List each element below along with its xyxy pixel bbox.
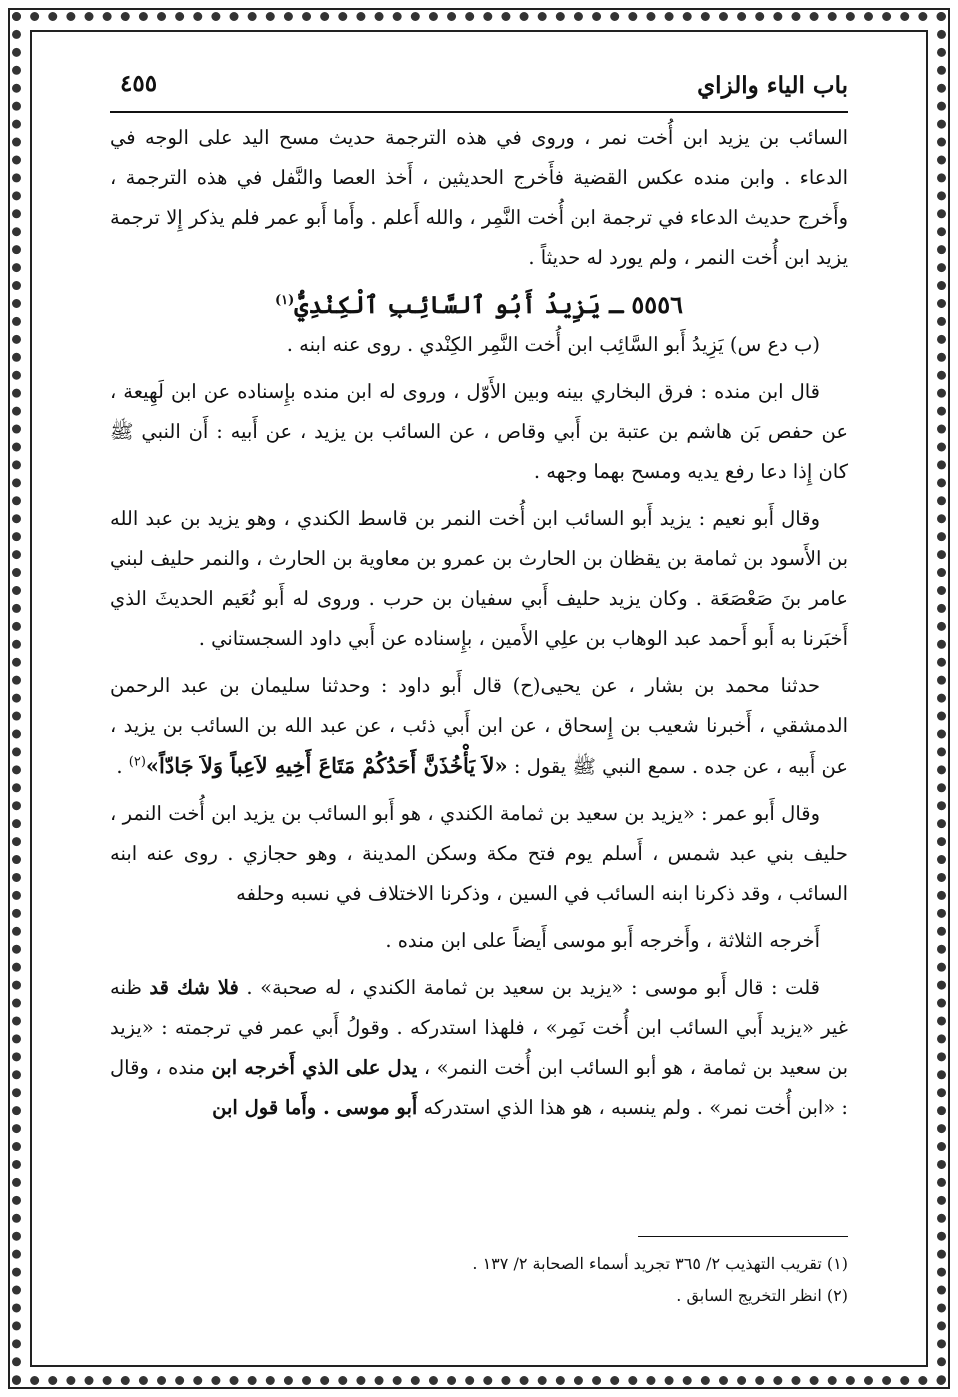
page-header [110,64,848,110]
paragraph-6: وقال أَبو عمر : «يزيد بن سعيد بن ثمامة الكندي ، هو أَبو السائب بن يزيد ابن أُخت النمر ، حليف بني عبد شمس ، أَسلم يوم فتح مكة وسكن المدينة ، وهو حجازي . روى عنه ابنه السائب ، وقد ذكرنا ابنه السائب في السين ، وذكرنا الاختلاف في نسبه وحلفه [110,802,848,905]
paragraph-8 [110,968,848,1128]
paragraph-5-end: . [116,755,129,778]
entry-title-text: ٥٥٥٦ ـ يَزِيدُ أَبُو ٱلسَّائِبِ ٱلْكِنْدِيُّ [294,290,683,319]
hadith-footnote-mark: (٢) [128,754,146,770]
paragraph-7: أَخرجه الثلاثة ، وأَخرجه أَبو موسى أَيضاً على ابن منده . [385,929,820,952]
footnote-2: (٢) انظر التخريج السابق . [676,1286,848,1305]
header-rule [110,111,848,113]
paragraph-8-bold-f: أَبو موسى . وأَما قول ابن [212,1096,418,1119]
footnote-1: (١) تقريب التهذيب ٢/ ٣٦٥ تجريد أسماء الصحابة ٢/ ١٣٧ . [472,1254,848,1273]
paragraph-8-bold-d: يدل على الذي أَخرجه ابن [211,1056,418,1079]
entry-title-footnote-mark: (١) [275,293,295,308]
paragraph-5-text: حدثنا محمد بن بشار ، عن يحيى(ح) قال أَبو داود : وحدثنا سليمان بن عبد الرحمن الدمشقي ، أَخبرنا شعيب بن إِسحاق ، عن ابن أَبي ذئب ، عن عبد الله بن السائب بن يزيد ، عن أَبيه ، عن جده . سمع النبي ﷺ يقول : [110,674,848,778]
paragraph-3: قال ابن منده : فرق البخاري بينه وبين الأَوّل ، وروى له ابن منده بإِسناده عن ابن لَهِيعة ، عن حفص بَن هاشم بن عتبة بن أَبي وقاص ، عن السائب بن يزيد ، عن أَبيه : أَن النبي ﷺ كان إِذا دعا رفع يديه ومسح بهما وجهه . [110,380,848,483]
hadith-quote: «لاَ يَأْخُذَنَّ أَحَدُكُمْ مَتَاعَ أَخِيهِ لاَعِباً وَلاَ جَادّاً» [145,753,508,778]
running-title: باب الياء والزاي [697,72,848,99]
paragraph-2: (ب دع س) يَزِيدُ أَبو السَّائِب ابن أُخت النَّمِر الكِنْدي . روى عنه ابنه . [286,333,820,356]
page-number: ٤٥٥ [120,70,158,97]
footnote-rule [638,1236,848,1237]
paragraph-1: السائب بن يزيد ابن أُخت نمر ، وروى في هذه الترجمة حديث مسح اليد على الوجه في الدعاء . وابن منده عكس القضية فأَخرج الحديثين ، أَخذ العصا والنَّفل في هذه الترجمة ، وأَخرج حديث الدعاء في ترجمة ابن أُخت النَّمِر ، والله أَعلم . وأَما أَبو عمر فلم يذكر إِلا ترجمة يزيد ابن أُخت النمر ، ولم يورد له حديثاً . [110,126,848,269]
paragraph-8-part-e: منده ، وقال : «ابن أُخت نمر» . ولم ينسبه ، هو هذا الذي استدركه [110,1056,848,1119]
footnotes [110,1248,848,1312]
paragraph-8-part-c: ظنه غير «يزيد أَبي السائب ابن أُخت نَمِر» ، فلهذا استدركه . وقولُ أَبي عمر في ترجمته : «يزيد بن سعيد بن ثمامة ، هو أبو السائب ابن أُخت النمر» ، [110,976,848,1079]
page-body [110,118,848,1135]
paragraph-8-bold-b: فلا شك قد [149,976,239,999]
paragraph-8-part-a: قلت : قال أَبو موسى : «يزيد بن سعيد بن ثمامة الكندي ، له صحبة» . [238,976,820,999]
entry-title [110,285,848,325]
paragraph-4: وقال أَبو نعيم : يزيد أَبو السائب ابن أُخت النمر بن قاسط الكندي ، وهو يزيد بن عبد الله بن الأَسود بن ثمامة بن يقظان بن الحارث بن عمرو بن معاوية بن الحارث ، والنمر حليف لبني عامر بنَ صَعْصَعَة . وكان يزيد حليف أَبي سفيان بن حرب . وروى له أَبو نُعَيم الحديثَ الذي أَخبَرنا به أَبو أَحمد عبد الوهاب بن علِي الأَمين ، بإِسناده عن أَبي داود السجستاني . [110,507,848,650]
paragraph-5 [110,666,848,787]
